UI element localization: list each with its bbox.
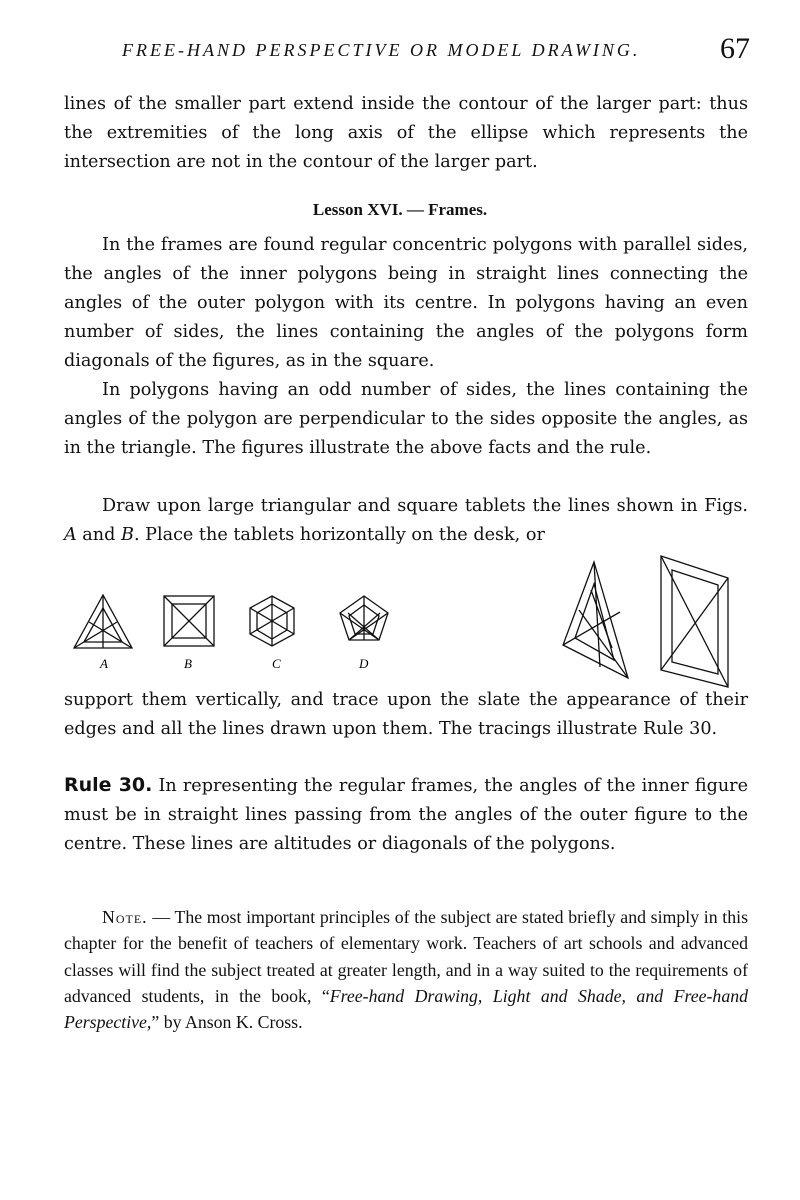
page-number: 67 [720, 32, 750, 65]
paragraph-draw-tablets [64, 492, 748, 550]
text-span: . Place the tablets horizontally on the desk, or [133, 525, 545, 545]
figure-a-triangle-frame [74, 595, 132, 648]
fig-ref-a: A [64, 525, 77, 545]
fig-ref-b: B [121, 525, 134, 545]
book-title: Free-hand Drawing, Light and Shade, and Free-hand Perspective, [64, 985, 748, 1033]
figure-b-square-frame [164, 596, 214, 646]
note-author: ” by Anson K. Cross. [151, 1012, 303, 1033]
running-title: FREE-HAND PERSPECTIVE OR MODEL DRAWING. [122, 40, 641, 60]
figure-square-tablet-perspective [661, 556, 728, 687]
text-span: and [76, 525, 121, 545]
paragraph-rule-30 [64, 771, 748, 859]
frames-illustration [60, 550, 750, 690]
rule-label: Rule 30. [64, 774, 153, 796]
rule-text: In representing the regular frames, the angles of the inner figure must be in straight lines passing from the angles of the outer figure to the centre. These lines are altitudes or diagonals of the polygons. [64, 776, 748, 854]
footnote [64, 904, 748, 1035]
page-header [60, 32, 750, 72]
figure-d-pentagon-frame [340, 596, 388, 640]
paragraph-continuation: lines of the smaller part extend inside the contour of the larger part: thus the extremities of the long axis of the ellipse which represents the intersection are not in the contour of the larger part. [64, 94, 748, 172]
paragraph-odd-polygons: In polygons having an odd number of sides, the lines containing the angles of the polygon are perpendicular to the sides opposite the angles, as in the triangle. The figures illustrate the above facts and the rule. [64, 380, 748, 458]
figure-triangle-tablet-perspective [563, 562, 628, 678]
figure-label-a: A [100, 656, 108, 671]
figure-label-b: B [184, 656, 192, 671]
lesson-title: Lesson XVI. — Frames. [312, 200, 488, 219]
paragraph-frames-intro: In the frames are found regular concentric polygons with parallel sides, the angles of the inner polygons being in straight lines connecting the angles of the outer polygon with its centre. In polygons having an even number of sides, the lines containing the angles of the polygons form diagonals of the figures, as in the square. [64, 235, 748, 371]
figure-label-c: C [272, 656, 281, 671]
text-span: Draw upon large triangular and square tablets the lines shown in Figs. [102, 496, 748, 516]
note-text: — The most important principles of the subject are stated briefly and simply in this chapter for the benefit of teachers of elementary work. Teachers of art schools and advanced classes will find the subject treated at greater length, and in a way suited to the requirements of advanced students, in the book, “ [64, 907, 748, 1006]
figure-label-d: D [359, 656, 369, 671]
figure-c-hexagon-frame [250, 596, 294, 646]
paragraph-support-vertically: support them vertically, and trace upon the slate the appearance of their edges and all the lines drawn upon them. The tracings illustrate Rule 30. [64, 690, 748, 739]
note-label: Note. [102, 907, 148, 927]
